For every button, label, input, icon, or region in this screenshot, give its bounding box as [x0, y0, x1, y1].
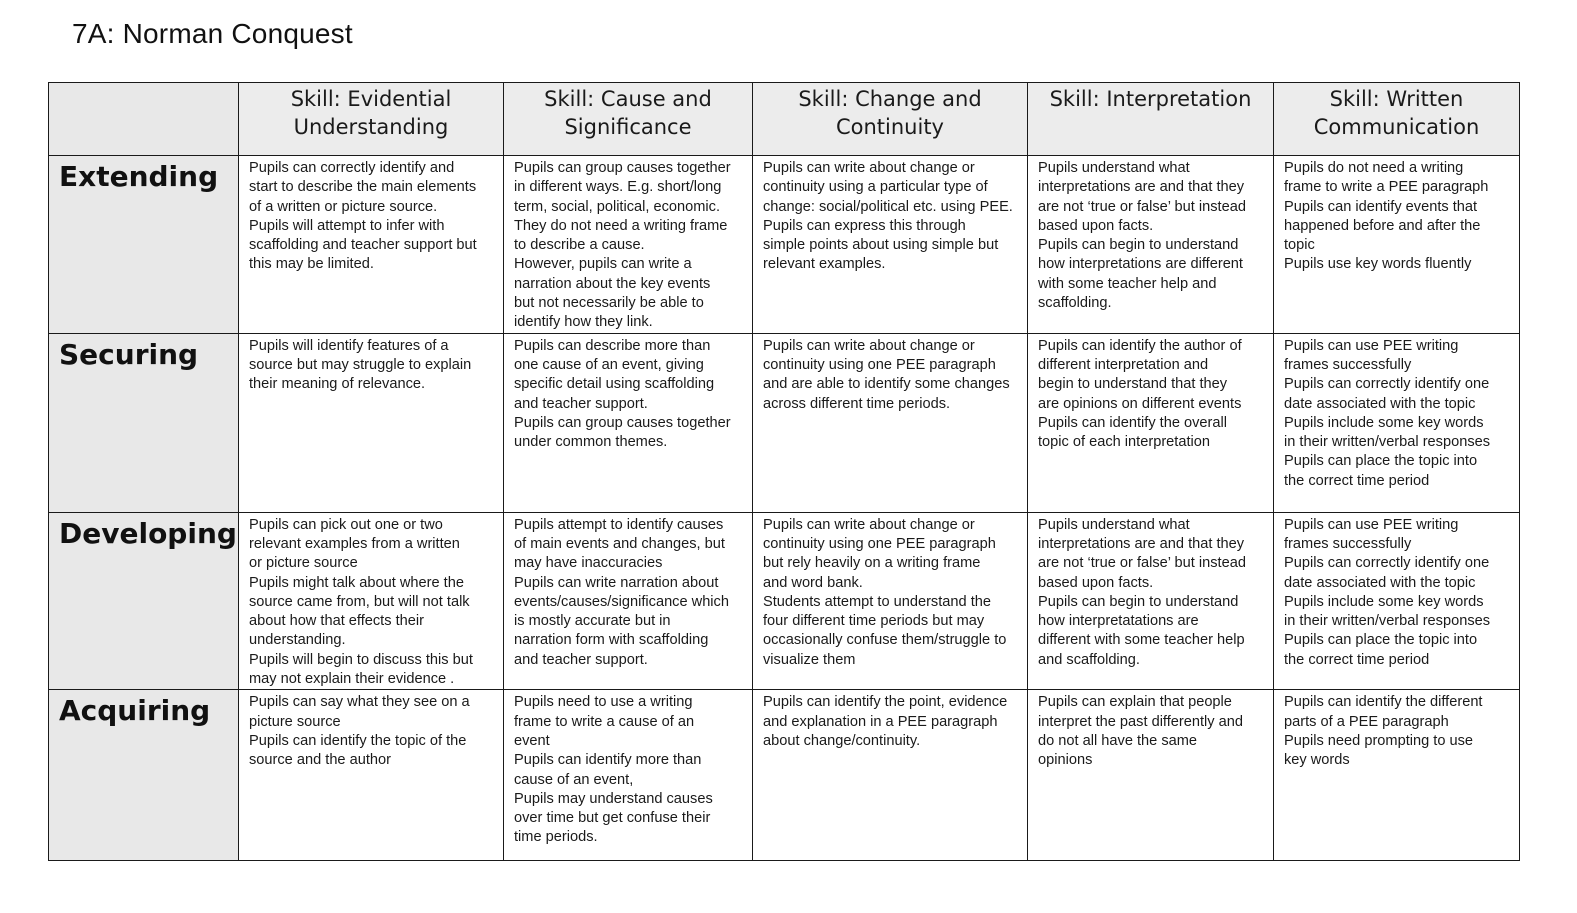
- cell-text-line: Pupils use key words fluently: [1284, 256, 1472, 273]
- cell: [753, 156, 1028, 334]
- cell-text-line: with some teacher help and: [1038, 275, 1217, 292]
- skill-header-evidential: Skill: Evidential Understanding: [239, 83, 504, 156]
- row-securing: [49, 333, 1520, 512]
- cell-text-line: based upon facts.: [1038, 217, 1154, 234]
- cell: [239, 512, 504, 690]
- row-extending: [49, 156, 1520, 334]
- cell-text-line: frame to write a PEE paragraph: [1284, 179, 1489, 196]
- cell-text-line: Pupils will identify features of a: [249, 337, 449, 354]
- cell-text-line: time periods.: [514, 829, 598, 846]
- cell: [504, 512, 753, 690]
- cell-text-line: their meaning of relevance.: [249, 376, 426, 393]
- cell-text-line: different with some teacher help: [1038, 632, 1245, 649]
- cell: [504, 156, 753, 334]
- cell-text-line: narration form with scaffolding: [514, 632, 709, 649]
- cell-text-line: Pupils can express this through: [763, 217, 966, 234]
- cell-text-line: Pupils attempt to identify causes: [514, 516, 724, 533]
- cell-text-line: Pupils can explain that people: [1038, 694, 1232, 711]
- cell-text-line: source came from, but will not talk: [249, 593, 470, 610]
- level-label-extending: Extending: [49, 156, 239, 334]
- corner-cell: [49, 83, 239, 156]
- cell-text-line: based upon facts.: [1038, 574, 1154, 591]
- cell-text-line: Pupils understand what: [1038, 516, 1190, 533]
- cell-text-line: Pupils can identify more than: [514, 752, 702, 769]
- cell-text-line: Pupils can identify events that: [1284, 198, 1478, 215]
- row-acquiring: [49, 690, 1520, 861]
- skill-header-cause: Skill: Cause and Significance: [504, 83, 753, 156]
- cell-text-line: Pupils can group causes together: [514, 160, 731, 176]
- cell: [1028, 690, 1274, 861]
- cell-text-line: identify how they link.: [514, 314, 653, 331]
- cell-text-line: Pupils need to use a writing: [514, 694, 693, 711]
- cell: [1028, 333, 1274, 512]
- cell-text-line: Pupils can place the topic into: [1284, 453, 1478, 470]
- cell-text-line: and are able to identify some changes: [763, 376, 1010, 393]
- cell-text-line: date associated with the topic: [1284, 574, 1476, 591]
- cell-text-line: and teacher support.: [514, 395, 648, 412]
- cell-text-line: but rely heavily on a writing frame: [763, 555, 981, 572]
- cell-text-line: Pupils can say what they see on a: [249, 694, 470, 711]
- cell-text-line: opinions: [1038, 752, 1093, 769]
- cell-text-line: how interpretatations are: [1038, 613, 1199, 630]
- cell: [1274, 512, 1520, 690]
- cell-text-line: visualize them: [763, 651, 856, 668]
- cell-text-line: picture source: [249, 713, 341, 730]
- cell-text-line: Pupils may understand causes: [514, 790, 713, 807]
- cell-text-line: the correct time period: [1284, 651, 1430, 668]
- cell-text-line: Pupils can identify the topic of the: [249, 732, 467, 749]
- cell-text-line: begin to understand that they: [1038, 376, 1228, 393]
- cell-text-line: Pupils might talk about where the: [249, 574, 464, 591]
- level-label-acquiring: Acquiring: [49, 690, 239, 861]
- cell-text-line: Pupils can write about change or: [763, 516, 975, 533]
- cell-text-line: Pupils can describe more than: [514, 337, 711, 354]
- cell-text-line: Pupils can identify the author of: [1038, 337, 1242, 354]
- cell-text-line: are opinions on different events: [1038, 395, 1242, 412]
- cell-text-line: Pupils can correctly identify one: [1284, 376, 1490, 393]
- cell-text-line: date associated with the topic: [1284, 395, 1476, 412]
- cell-text-line: Pupils will begin to discuss this but: [249, 651, 473, 668]
- cell-text-line: narration about the key events: [514, 275, 711, 292]
- document-title: 7A: Norman Conquest: [72, 18, 353, 49]
- cell-text-line: happened before and after the: [1284, 217, 1481, 234]
- cell-text-line: and scaffolding.: [1038, 651, 1140, 668]
- cell: [753, 512, 1028, 690]
- cell-text-line: or picture source: [249, 555, 358, 572]
- cell-text-line: and explanation in a PEE paragraph: [763, 713, 998, 730]
- cell: [239, 690, 504, 861]
- cell-text-line: Pupils include some key words: [1284, 593, 1484, 610]
- cell-text-line: term, social, political, economic.: [514, 198, 721, 215]
- cell-text-line: interpret the past differently and: [1038, 713, 1243, 730]
- cell-text-line: specific detail using scaffolding: [514, 376, 715, 393]
- cell: [504, 333, 753, 512]
- cell-text-line: four different time periods but may: [763, 613, 985, 630]
- cell-text-line: Pupils include some key words: [1284, 414, 1484, 431]
- cell-text-line: Pupils can use PEE writing: [1284, 516, 1459, 533]
- cell-text-line: source and the author: [249, 752, 391, 769]
- cell-text-line: Pupils can write about change or: [763, 160, 975, 176]
- cell: [1274, 333, 1520, 512]
- cell: [753, 333, 1028, 512]
- cell-text-line: topic of each interpretation: [1038, 434, 1210, 451]
- cell-text-line: and word bank.: [763, 574, 863, 591]
- cell: [1274, 156, 1520, 334]
- cell-text-line: continuity using one PEE paragraph: [763, 535, 996, 552]
- cell-text-line: relevant examples.: [763, 256, 886, 273]
- cell-text-line: Pupils can write narration about: [514, 574, 719, 591]
- cell-text-line: the correct time period: [1284, 472, 1430, 489]
- cell-text-line: scaffolding and teacher support but: [249, 237, 477, 254]
- cell-text-line: Pupils understand what: [1038, 160, 1190, 176]
- cell: [239, 333, 504, 512]
- cell-text-line: frames successfully: [1284, 356, 1412, 373]
- cell-text-line: Pupils will attempt to infer with: [249, 217, 445, 234]
- cell-text-line: Pupils can pick out one or two: [249, 516, 443, 533]
- row-developing: [49, 512, 1520, 690]
- cell-text-line: continuity using a particular type of: [763, 179, 988, 196]
- cell-text-line: change: social/political etc. using PEE.: [763, 198, 1013, 215]
- cell-text-line: this may be limited.: [249, 256, 374, 273]
- cell-text-line: but not necessarily be able to: [514, 295, 704, 312]
- cell-text-line: key words: [1284, 752, 1350, 769]
- cell: [1028, 156, 1274, 334]
- cell-text-line: simple points about using simple but: [763, 237, 999, 254]
- skill-header-interpretation: Skill: Interpretation: [1028, 83, 1274, 156]
- cell-text-line: events/causes/significance which: [514, 593, 729, 610]
- cell-text-line: frames successfully: [1284, 535, 1412, 552]
- cell-text-line: Pupils can identify the different: [1284, 694, 1483, 711]
- cell-text-line: in their written/verbal responses: [1284, 613, 1491, 630]
- cell-text-line: to describe a cause.: [514, 237, 645, 254]
- cell-text-line: understanding.: [249, 632, 346, 649]
- cell-text-line: Pupils can correctly identify and: [249, 160, 455, 176]
- cell-text-line: Pupils can correctly identify one: [1284, 555, 1490, 572]
- cell-text-line: over time but get confuse their: [514, 810, 711, 827]
- cell-text-line: and teacher support.: [514, 651, 648, 668]
- cell-text-line: across different time periods.: [763, 395, 951, 412]
- cell-text-line: Pupils can begin to understand: [1038, 593, 1239, 610]
- cell-text-line: about how that effects their: [249, 613, 424, 630]
- cell-text-line: continuity using one PEE paragraph: [763, 356, 996, 373]
- cell-text-line: frame to write a cause of an: [514, 713, 695, 730]
- cell-text-line: scaffolding.: [1038, 295, 1112, 312]
- skill-header-change: Skill: Change and Continuity: [753, 83, 1028, 156]
- cell-text-line: Students attempt to understand the: [763, 593, 991, 610]
- cell: [1028, 512, 1274, 690]
- cell-text-line: interpretations are and that they: [1038, 535, 1245, 552]
- cell-text-line: They do not need a writing frame: [514, 217, 728, 234]
- skill-header-written: Skill: Written Communication: [1274, 83, 1520, 156]
- cell-text-line: Pupils need prompting to use: [1284, 732, 1474, 749]
- cell-text-line: about change/continuity.: [763, 732, 921, 749]
- cell-text-line: start to describe the main elements: [249, 179, 477, 196]
- cell: [239, 156, 504, 334]
- cell: [504, 690, 753, 861]
- cell-text-line: However, pupils can write a: [514, 256, 692, 273]
- cell-text-line: under common themes.: [514, 434, 668, 451]
- cell-text-line: are not ‘true or false’ but instead: [1038, 198, 1246, 215]
- cell-text-line: Pupils do not need a writing: [1284, 160, 1464, 176]
- cell-text-line: in their written/verbal responses: [1284, 434, 1491, 451]
- cell-text-line: Pupils can identify the point, evidence: [763, 694, 1008, 711]
- cell-text-line: Pupils can write about change or: [763, 337, 975, 354]
- cell-text-line: Pupils can identify the overall: [1038, 414, 1228, 431]
- level-label-developing: Developing: [49, 512, 239, 690]
- cell-text-line: topic: [1284, 237, 1315, 254]
- cell-text-line: occasionally confuse them/struggle to: [763, 632, 1007, 649]
- cell-text-line: do not all have the same: [1038, 732, 1198, 749]
- cell-text-line: may have inaccuracies: [514, 555, 663, 572]
- cell-text-line: Pupils can group causes together: [514, 414, 731, 431]
- cell-text-line: one cause of an event, giving: [514, 356, 704, 373]
- level-label-securing: Securing: [49, 333, 239, 512]
- header-row: [49, 83, 1520, 156]
- skills-rubric-table: [48, 82, 1520, 861]
- cell-text-line: of a written or picture source.: [249, 198, 438, 215]
- cell-text-line: in different ways. E.g. short/long: [514, 179, 722, 196]
- cell-text-line: different interpretation and: [1038, 356, 1209, 373]
- cell-text-line: of main events and changes, but: [514, 535, 725, 552]
- cell-text-line: relevant examples from a written: [249, 535, 460, 552]
- cell-text-line: how interpretations are different: [1038, 256, 1243, 273]
- cell-text-line: Pupils can place the topic into: [1284, 632, 1478, 649]
- cell-text-line: Pupils can begin to understand: [1038, 237, 1239, 254]
- cell-text-line: cause of an event,: [514, 771, 634, 788]
- cell: [753, 690, 1028, 861]
- cell-text-line: are not ‘true or false’ but instead: [1038, 555, 1246, 572]
- cell-text-line: parts of a PEE paragraph: [1284, 713, 1449, 730]
- cell-text-line: source but may struggle to explain: [249, 356, 472, 373]
- cell-text-line: is mostly accurate but in: [514, 613, 671, 630]
- cell-text-line: interpretations are and that they: [1038, 179, 1245, 196]
- cell-text-line: may not explain their evidence .: [249, 671, 455, 688]
- cell-text-line: event: [514, 732, 550, 749]
- cell-text-line: Pupils can use PEE writing: [1284, 337, 1459, 354]
- cell: [1274, 690, 1520, 861]
